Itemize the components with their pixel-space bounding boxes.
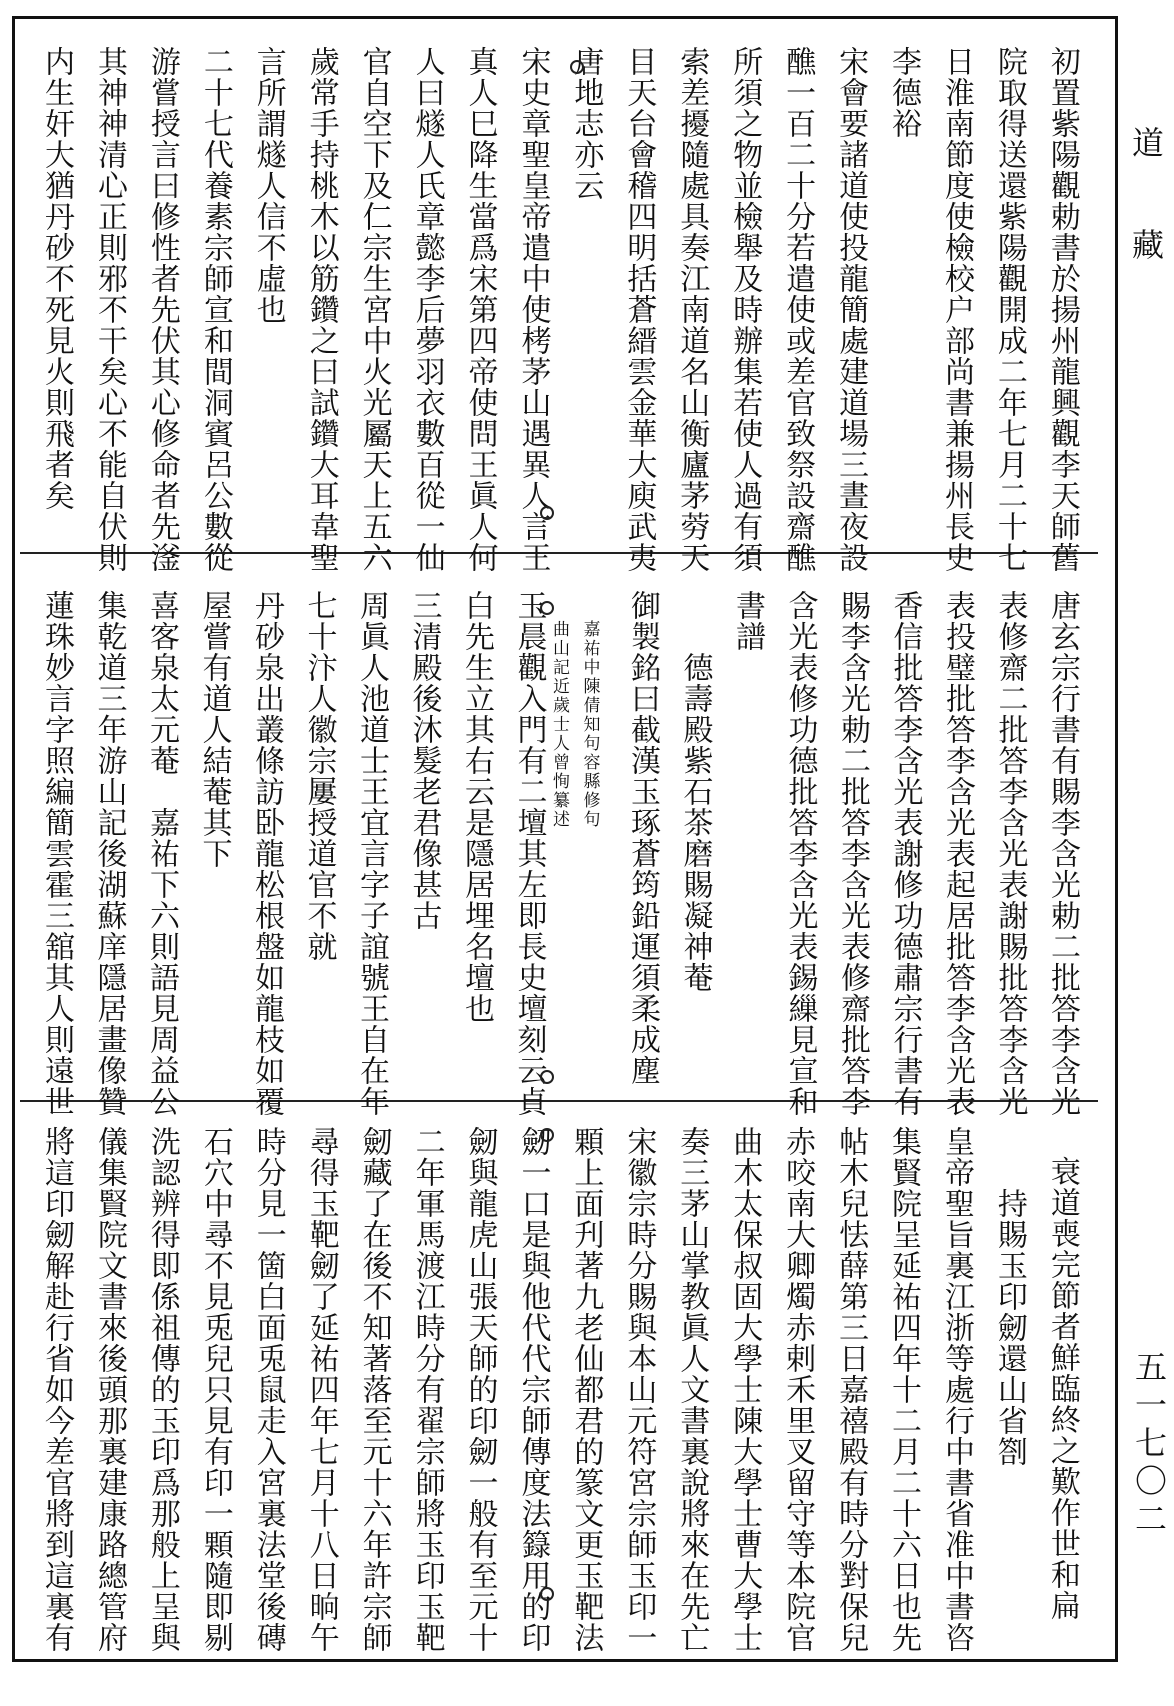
text-column: 劒一口是與他代代宗師傳度法籙用的印	[515, 1126, 551, 1653]
text-column: 表投璧批答李含光表起居批答李含光表	[940, 590, 975, 1117]
text-column: 宋史章聖皇帝遣中使栲茅山遇異人言王	[515, 46, 551, 573]
text-column: 儀集賢院文書來後頭那裏建康路總管府	[91, 1126, 127, 1653]
text-column: 衰道喪完節者鮮臨終之歎作世和扁	[1044, 1156, 1080, 1621]
text-column: 石穴中尋不見兎兒只見有印一顆隨即剔	[197, 1126, 233, 1653]
section-marker-icon	[540, 601, 554, 615]
text-column: 御製銘曰截漢玉琢蒼筠鉛運須柔成塵	[625, 590, 660, 1086]
text-column: 玉晨觀入門有二壇其左即長史壇刻云貞	[511, 590, 547, 1117]
text-column: 歲常手持桃木以筋鑽之曰試鑽大耳韋聖	[303, 46, 339, 573]
text-column: 劒藏了在後不知著落至元十六年許宗師	[356, 1126, 392, 1653]
text-panel-1	[34, 46, 1084, 573]
text-column: 集乾道三年游山記後湖蘇庠隱居畫像贊	[91, 590, 127, 1117]
text-column: 人曰燧人氏章懿李后夢羽衣數百從一仙	[409, 46, 445, 573]
text-column: 時分見一箇白面兎鼠走入宮裏法堂後磚	[250, 1126, 286, 1653]
text-column: 奏三茅山掌教眞人文書裏說將來在先亡	[674, 1126, 710, 1653]
text-column: 持賜玉印劒還山省劄	[991, 1188, 1027, 1467]
text-column: 皇帝聖旨裏江浙等處行中書省准中書咨	[938, 1126, 974, 1653]
text-column: 官自空下及仁宗生宮中火光屬天上五六	[356, 46, 392, 573]
text-column: 喜客泉太元菴 嘉祐下六則語見周益公	[144, 590, 179, 1117]
text-column: 日淮南節度使檢校户部尚書兼揚州長史	[938, 46, 974, 573]
section-marker-icon	[570, 60, 584, 74]
text-column: 七十汴人徽宗屢授道官不就	[301, 590, 337, 962]
text-column: 周眞人池道士王宜言字子誼號王自在年	[354, 590, 389, 1117]
text-column: 丹砂泉出叢條訪卧龍松根盤如龍枝如覆	[249, 590, 284, 1117]
section-marker-icon	[540, 1587, 554, 1601]
text-column: 索差擾隨處具奏江南道名山衡廬茅䓖天	[674, 46, 710, 573]
text-column: 宋會要諸道使投龍簡處建道場三晝夜設	[833, 46, 869, 573]
text-column: 赤咬南大卿燭赤剌禾里叉留守等本院官	[780, 1126, 816, 1653]
text-column: 唐地志亦云	[568, 46, 604, 201]
text-column: 賜李含光勅二批答李含光表修齋批答李	[835, 590, 870, 1117]
text-column: 屋嘗有道人結菴其下	[196, 590, 232, 869]
text-column: 表修齋二批答李含光表謝賜批答李含光	[992, 590, 1028, 1117]
section-marker-icon	[540, 506, 554, 520]
text-column: 香信批答李含光表謝修功德肅宗行書有	[887, 590, 923, 1117]
text-column: 集賢院呈延祐四年十二月二十六日也先	[886, 1126, 921, 1653]
text-column: 書譜	[730, 590, 765, 652]
text-column: 德壽殿紫石茶磨賜凝神菴	[677, 652, 713, 993]
text-column: 二十七代養素宗師宣和間洞賓呂公數從	[197, 46, 233, 573]
text-column: 目天台會稽四明括蒼縉雲金華大庾武夷	[621, 46, 657, 573]
text-column: 白先生立其右云是隱居埋名壇也	[459, 590, 494, 1024]
text-column: 言所謂燧人信不虛也	[250, 46, 286, 325]
text-column: 醮一百二十分若遣使或差官致祭設齋醮	[780, 46, 816, 573]
text-column: 曲木太保叔固大學士陳大學士曹大學士	[727, 1126, 763, 1653]
text-column: 院取得送還紫陽觀開成二年七月二十七	[991, 46, 1027, 573]
text-column: 將這印劒解赴行省如今差官將到這裏有	[39, 1126, 74, 1653]
text-column: 帖木兒怯薛第三日嘉禧殿有時分對保兒	[833, 1126, 869, 1653]
text-column: 初置紫陽觀勅書於揚州龍興觀李天師舊	[1044, 46, 1080, 573]
page-number: 五一七〇二	[1130, 1350, 1168, 1540]
text-column: 宋徽宗時分賜與本山元符宮宗師玉印一	[621, 1126, 657, 1653]
annotation-column: 曲山記近歲士人曾恂纂述	[549, 620, 569, 829]
text-panel-2	[34, 590, 1084, 1117]
text-column: 蓮珠妙言字照編簡雲霍三舘其人則遠世	[39, 590, 74, 1117]
text-column: 尋得玉靶劒了延祐四年七月十八日晌午	[303, 1126, 339, 1653]
text-column: 内生奸大猶丹砂不死見火則飛者矣	[39, 46, 74, 511]
text-column: 游嘗授言曰修性者先伏其心修命者先滏	[144, 46, 180, 573]
text-column: 洗認辨得即係祖傳的玉印爲那般上呈與	[144, 1126, 180, 1653]
text-column: 李德裕	[886, 46, 921, 139]
text-panel-3	[34, 1126, 1084, 1653]
text-column: 含光表修功德批答李含光表錫繅見宣和	[782, 590, 818, 1117]
text-column: 真人巳降生當爲宋第四帝使問王眞人何	[462, 46, 498, 573]
text-column: 劒與龍虎山張天師的印劒一般有至元十	[462, 1126, 498, 1653]
text-column: 其神神清心正則邪不干矣心不能自伏則	[91, 46, 127, 573]
text-column: 唐玄宗行書有賜李含光勅二批答李含光	[1045, 590, 1080, 1117]
text-column: 二年軍馬渡江時分有翟宗師將玉印玉靶	[409, 1126, 445, 1653]
panel-divider-1	[20, 552, 1098, 554]
section-marker-icon	[540, 1128, 554, 1142]
text-column: 所須之物並檢舉及時辦集若使人過有須	[727, 46, 763, 573]
section-marker-icon	[540, 1070, 554, 1084]
text-column: 顆上面刋著九老仙都君的篆文更玉靶法	[568, 1126, 604, 1653]
annotation-column: 嘉祐中陳倩知句容縣修句	[579, 620, 600, 829]
header-title: 道藏	[1127, 126, 1165, 330]
text-column: 三清殿後沐髮老君像甚古	[406, 590, 442, 931]
